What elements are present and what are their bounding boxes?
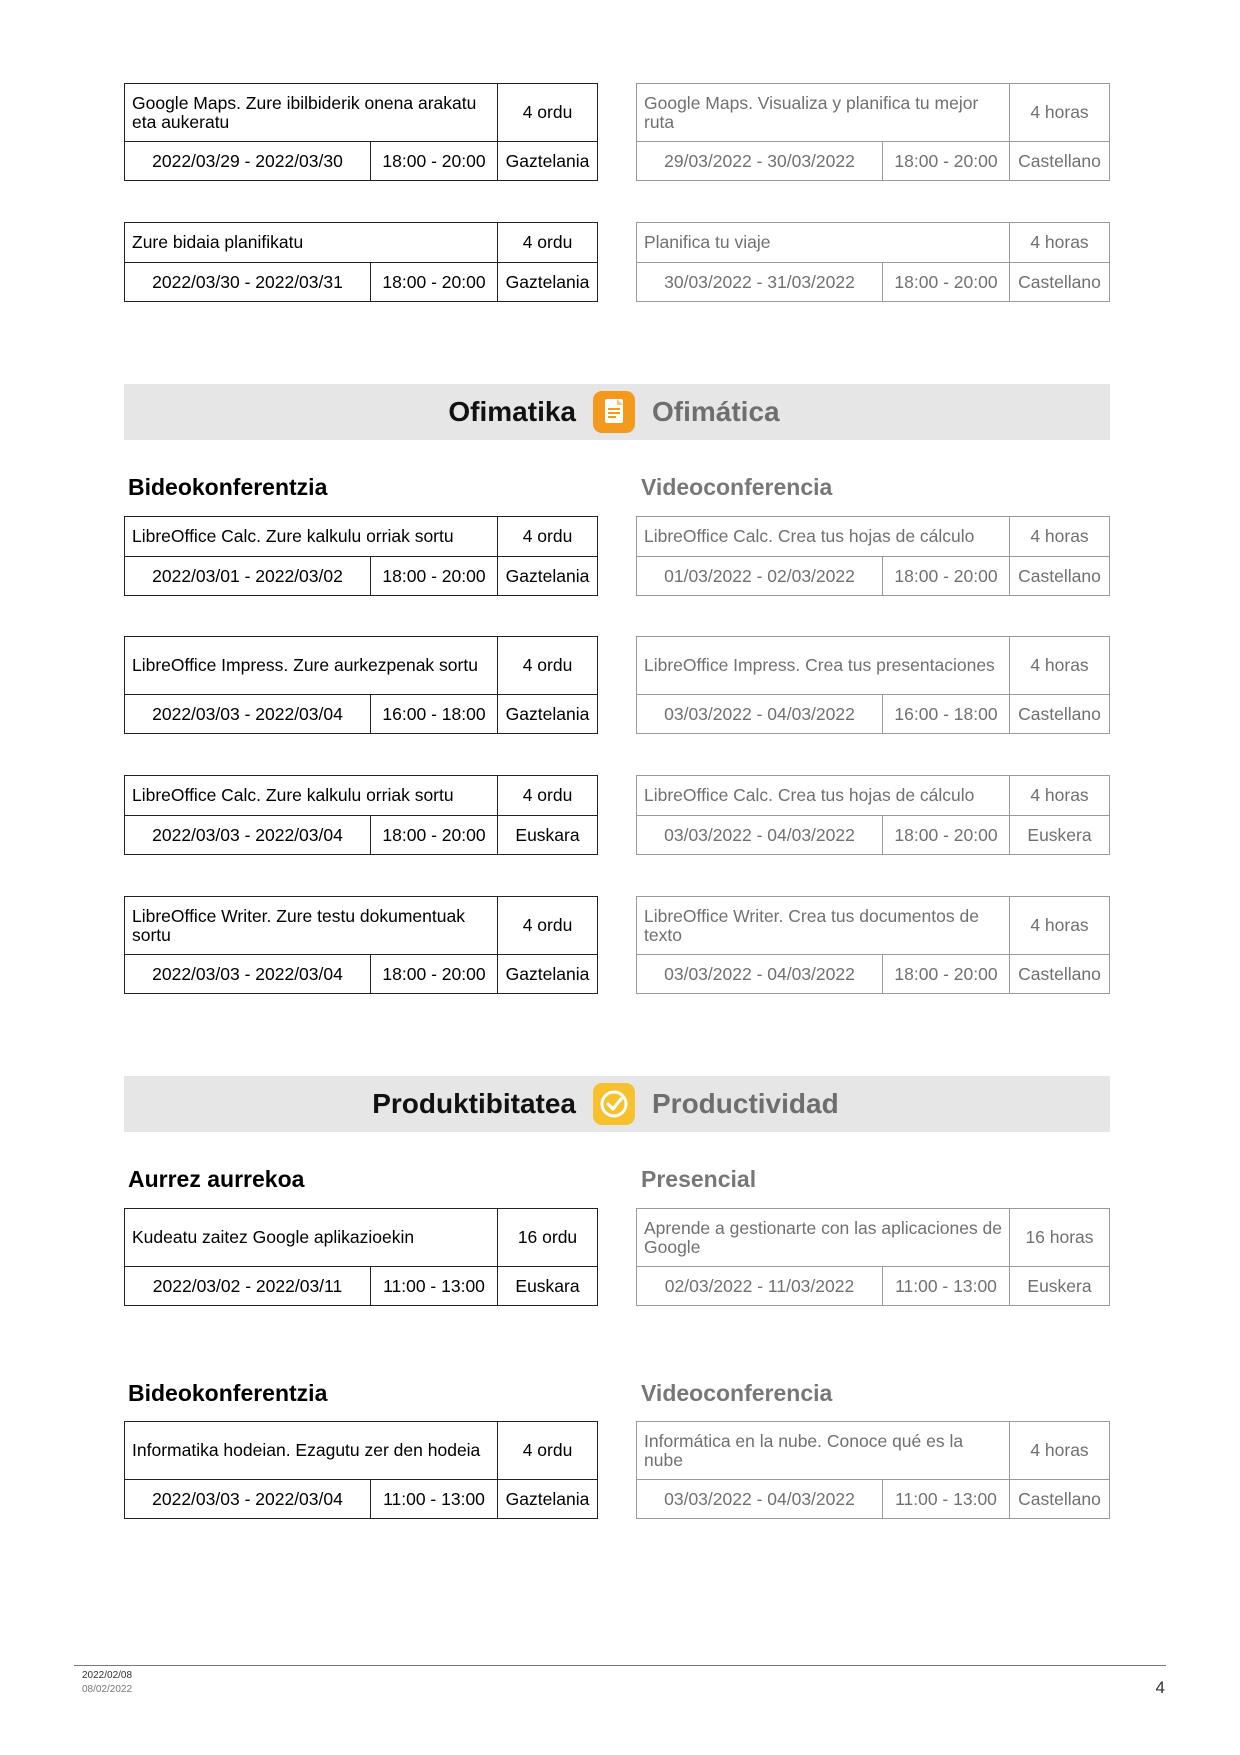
- course-title: LibreOffice Calc. Zure kalkulu orriak sortu: [125, 776, 498, 815]
- course-language: Gaztelania: [505, 1488, 590, 1509]
- course-title: Kudeatu zaitez Google aplikazioekin: [125, 1209, 498, 1266]
- course-language: Gaztelania: [505, 963, 590, 984]
- subheading-es: Videoconferencia: [641, 1380, 833, 1406]
- course-dates: 2022/03/03 - 2022/03/04: [125, 1480, 371, 1518]
- subheading-es: Presencial: [641, 1166, 757, 1192]
- course-hours: 16 ordu: [517, 1227, 578, 1247]
- course-time: 18:00 - 20:00: [883, 557, 1010, 595]
- subheading-eu: Aurrez aurrekoa: [128, 1166, 305, 1192]
- course-title: Aprende a gestionarte con las aplicaciones de Google: [637, 1209, 1010, 1266]
- course-card: [124, 896, 598, 994]
- course-time: 18:00 - 20:00: [371, 557, 498, 595]
- checkmark-icon: [593, 1083, 635, 1125]
- course-card: [636, 775, 1110, 855]
- course-card: [124, 636, 598, 734]
- course-language: Castellano: [1018, 1488, 1101, 1509]
- course-hours: 4 horas: [1030, 785, 1089, 805]
- course-title: Google Maps. Visualiza y planifica tu mejor ruta: [637, 84, 1010, 141]
- course-card: [124, 1421, 598, 1519]
- course-dates: 2022/03/03 - 2022/03/04: [125, 955, 371, 993]
- course-card: [636, 83, 1110, 181]
- course-card: [124, 516, 598, 596]
- course-time: 18:00 - 20:00: [371, 142, 498, 180]
- course-card: [124, 1208, 598, 1306]
- course-card: [636, 896, 1110, 994]
- section-title-es: Productividad: [652, 1088, 839, 1119]
- course-dates: 2022/03/03 - 2022/03/04: [125, 695, 371, 733]
- section-title-eu: Ofimatika: [448, 396, 576, 427]
- course-hours: 4 ordu: [522, 102, 573, 122]
- course-language: Euskara: [515, 1275, 580, 1296]
- course-time: 11:00 - 13:00: [371, 1480, 498, 1518]
- course-hours: 4 horas: [1030, 655, 1089, 675]
- course-dates: 2022/03/02 - 2022/03/11: [125, 1267, 371, 1305]
- course-dates: 2022/03/30 - 2022/03/31: [125, 263, 371, 301]
- course-card: [636, 636, 1110, 734]
- subheading-eu: Bideokonferentzia: [128, 474, 328, 500]
- course-dates: 01/03/2022 - 02/03/2022: [637, 557, 883, 595]
- course-dates: 2022/03/03 - 2022/03/04: [125, 816, 371, 854]
- course-hours: 4 ordu: [522, 1440, 573, 1460]
- course-language: Castellano: [1018, 565, 1101, 586]
- course-language: Euskera: [1027, 1275, 1092, 1296]
- course-hours: 4 horas: [1030, 102, 1089, 122]
- course-time: 18:00 - 20:00: [883, 816, 1010, 854]
- course-language: Castellano: [1018, 963, 1101, 984]
- section-title-eu: Produktibitatea: [372, 1088, 576, 1119]
- course-title: LibreOffice Writer. Crea tus documentos de texto: [637, 897, 1010, 954]
- page-number: 4: [1155, 1678, 1165, 1697]
- course-card: [636, 1421, 1110, 1519]
- course-time: 16:00 - 18:00: [883, 695, 1010, 733]
- section-header-produktibitatea: [124, 1076, 1110, 1132]
- course-card: [124, 775, 598, 855]
- course-time: 18:00 - 20:00: [883, 142, 1010, 180]
- course-time: 18:00 - 20:00: [371, 955, 498, 993]
- course-title: Zure bidaia planifikatu: [125, 223, 498, 262]
- course-time: 18:00 - 20:00: [883, 263, 1010, 301]
- course-hours: 4 horas: [1030, 526, 1089, 546]
- course-language: Castellano: [1018, 150, 1101, 171]
- course-title: Google Maps. Zure ibilbiderik onena arakatu eta aukeratu: [125, 84, 498, 141]
- section-title-es: Ofimática: [652, 396, 780, 427]
- course-time: 11:00 - 13:00: [883, 1480, 1010, 1518]
- subheading-eu: Bideokonferentzia: [128, 1380, 328, 1406]
- course-hours: 4 ordu: [522, 526, 573, 546]
- course-dates: 2022/03/01 - 2022/03/02: [125, 557, 371, 595]
- course-title: LibreOffice Impress. Zure aurkezpenak sortu: [125, 637, 498, 694]
- document-icon: [593, 391, 635, 433]
- footer-divider: [74, 1665, 1166, 1666]
- course-hours: 4 ordu: [522, 232, 573, 252]
- course-title: LibreOffice Impress. Crea tus presentaciones: [637, 637, 1010, 694]
- course-title: Informática en la nube. Conoce qué es la nube: [637, 1422, 1010, 1479]
- course-dates: 29/03/2022 - 30/03/2022: [637, 142, 883, 180]
- course-time: 11:00 - 13:00: [883, 1267, 1010, 1305]
- course-title: LibreOffice Writer. Zure testu dokumentuak sortu: [125, 897, 498, 954]
- footer-date-es: 08/02/2022: [82, 1684, 133, 1695]
- course-title: LibreOffice Calc. Crea tus hojas de cálculo: [637, 517, 1010, 556]
- course-title: LibreOffice Calc. Zure kalkulu orriak sortu: [125, 517, 498, 556]
- course-hours: 4 ordu: [522, 655, 573, 675]
- course-card: [636, 516, 1110, 596]
- course-title: Informatika hodeian. Ezagutu zer den hodeia: [125, 1422, 498, 1479]
- section-header-ofimatika: [124, 384, 1110, 440]
- course-dates: 03/03/2022 - 04/03/2022: [637, 955, 883, 993]
- course-dates: 30/03/2022 - 31/03/2022: [637, 263, 883, 301]
- course-time: 18:00 - 20:00: [371, 263, 498, 301]
- subheading-es: Videoconferencia: [641, 474, 833, 500]
- course-language: Gaztelania: [505, 271, 590, 292]
- course-hours: 4 horas: [1030, 915, 1089, 935]
- course-card: [124, 83, 598, 181]
- course-language: Gaztelania: [505, 703, 590, 724]
- course-dates: 02/03/2022 - 11/03/2022: [637, 1267, 883, 1305]
- course-title: Planifica tu viaje: [637, 223, 1010, 262]
- course-hours: 4 ordu: [522, 915, 573, 935]
- course-language: Castellano: [1018, 271, 1101, 292]
- course-time: 18:00 - 20:00: [371, 816, 498, 854]
- course-dates: 03/03/2022 - 04/03/2022: [637, 695, 883, 733]
- course-language: Euskera: [1027, 824, 1092, 845]
- course-time: 11:00 - 13:00: [371, 1267, 498, 1305]
- course-language: Gaztelania: [505, 565, 590, 586]
- course-hours: 4 horas: [1030, 1440, 1089, 1460]
- course-dates: 03/03/2022 - 04/03/2022: [637, 1480, 883, 1518]
- course-language: Castellano: [1018, 703, 1101, 724]
- course-language: Gaztelania: [505, 150, 590, 171]
- course-title: LibreOffice Calc. Crea tus hojas de cálculo: [637, 776, 1010, 815]
- course-hours: 4 ordu: [522, 785, 573, 805]
- course-card: [636, 222, 1110, 302]
- course-time: 18:00 - 20:00: [883, 955, 1010, 993]
- course-time: 16:00 - 18:00: [371, 695, 498, 733]
- course-dates: 03/03/2022 - 04/03/2022: [637, 816, 883, 854]
- course-hours: 16 horas: [1025, 1227, 1094, 1247]
- course-dates: 2022/03/29 - 2022/03/30: [125, 142, 371, 180]
- course-card: [636, 1208, 1110, 1306]
- course-card: [124, 222, 598, 302]
- course-language: Euskara: [515, 824, 580, 845]
- footer-date-eu: 2022/02/08: [82, 1670, 133, 1681]
- course-hours: 4 horas: [1030, 232, 1089, 252]
